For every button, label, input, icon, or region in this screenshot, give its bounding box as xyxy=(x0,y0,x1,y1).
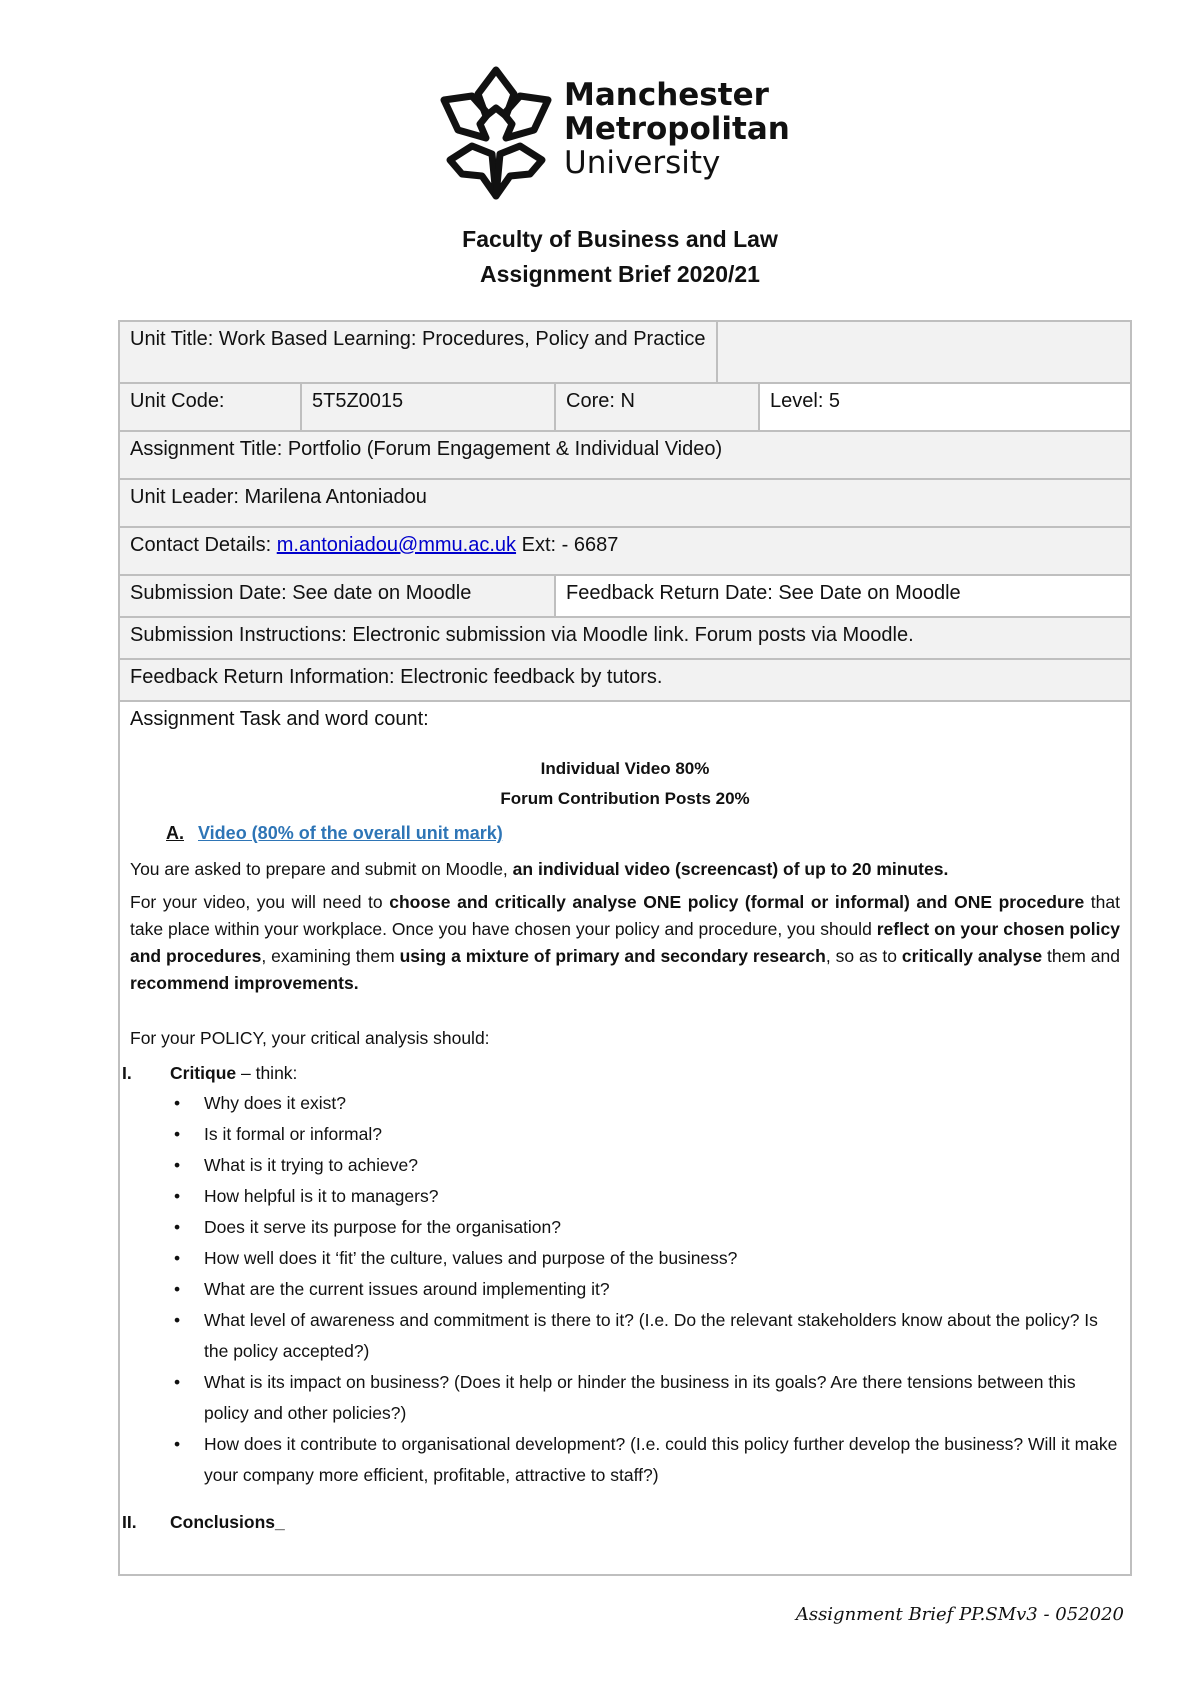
policy-intro: For your POLICY, your critical analysis should: xyxy=(130,1028,490,1048)
row-unit-code xyxy=(119,383,1131,431)
level-cell: Level: 5 xyxy=(759,383,1131,431)
conclusions-heading xyxy=(122,1507,1120,1537)
list-item: • How helpful is it to managers? xyxy=(174,1186,439,1206)
p1-text: You are asked to prepare and submit on Moodle, xyxy=(130,859,513,879)
list-item: • Is it formal or informal? xyxy=(174,1124,382,1144)
assignment-task-cell xyxy=(119,701,1131,1575)
row-unit-title xyxy=(119,321,1131,383)
section-a-letter: A. xyxy=(166,823,184,843)
contact-details-cell xyxy=(119,527,1131,575)
p2-a: For your video, you will need to xyxy=(130,892,390,912)
list-item: • How does it contribute to organisational development? (I.e. could this policy further develop the business? Will it make your company more efficient, profitable, attractive to staff?) xyxy=(174,1434,1118,1485)
conclusions-label: Conclusions_ xyxy=(170,1512,285,1532)
list-item: • What level of awareness and commitment is there to it? (I.e. Do the relevant stakeholders know about the policy? Is the policy accepted?) xyxy=(174,1310,1098,1361)
video-instructions-paragraph xyxy=(130,856,1120,883)
p2-c: that take place within your workplace. Once you have chosen your policy and procedure, you should xyxy=(130,892,1120,939)
section-a-title: Video (80% of the overall unit mark) xyxy=(198,823,503,843)
list-item: • Why does it exist? xyxy=(174,1093,346,1113)
critique-rest: – think: xyxy=(236,1063,298,1083)
p1-end: . xyxy=(943,859,949,879)
feedback-info-cell: Feedback Return Information: Electronic feedback by tutors. xyxy=(119,659,1131,701)
faculty-heading: Faculty of Business and Law xyxy=(462,226,778,252)
unit-title-cell: Unit Title: Work Based Learning: Procedures, Policy and Practice xyxy=(119,321,717,383)
p2-g: , so as to xyxy=(825,946,902,966)
p2-d: reflect on your chosen policy and procedures xyxy=(130,919,1120,966)
empty-cell xyxy=(717,321,1131,383)
p2-f: using a mixture of primary and secondary research xyxy=(399,946,826,966)
unit-leader-cell: Unit Leader: Marilena Antoniadou xyxy=(119,479,1131,527)
contact-email-link[interactable]: m.antoniadou@mmu.ac.uk xyxy=(276,534,517,556)
p2-b: choose and critically analyse ONE policy (formal or informal) and ONE procedure xyxy=(389,892,1085,912)
submission-date-cell: Submission Date: See date on Moodle xyxy=(119,575,555,617)
list-item: • How well does it ‘fit’ the culture, values and purpose of the business? xyxy=(174,1248,738,1268)
list-item: • What is it trying to achieve? xyxy=(174,1155,418,1175)
submission-instructions-cell: Submission Instructions: Electronic submission via Moodle link. Forum posts via Moodle. xyxy=(119,617,1131,659)
weight-forum: Forum Contribution Posts 20% xyxy=(500,789,750,808)
p2-h: critically analyse xyxy=(901,946,1043,966)
contact-label: Contact Details: xyxy=(130,534,277,556)
university-logo xyxy=(436,64,796,204)
critique-num: I. xyxy=(122,1063,132,1083)
critique-label: Critique xyxy=(170,1063,237,1083)
brief-heading: Assignment Brief 2020/21 xyxy=(480,261,760,287)
logo-line-university: University xyxy=(564,145,721,181)
critique-heading xyxy=(122,1058,1120,1088)
trefoil-logo-icon xyxy=(436,64,556,204)
p2-k: . xyxy=(353,973,359,993)
assignment-brief-table xyxy=(118,320,1132,1576)
p1-bold: an individual video (screencast) of up to 20 minutes xyxy=(512,859,944,879)
feedback-date-cell: Feedback Return Date: See Date on Moodle xyxy=(555,575,1131,617)
contact-ext: Ext: - 6687 xyxy=(516,534,619,556)
p2-i: them and xyxy=(1042,946,1120,966)
p2-e: , examining them xyxy=(261,946,400,966)
unit-code-value: 5T5Z0015 xyxy=(301,383,555,431)
unit-code-label: Unit Code: xyxy=(119,383,301,431)
assignment-title-cell: Assignment Title: Portfolio (Forum Engagement & Individual Video) xyxy=(119,431,1131,479)
core-cell: Core: N xyxy=(555,383,759,431)
list-item: • What is its impact on business? (Does it help or hinder the business in its goals? Are there tensions between this policy and other policies?) xyxy=(174,1372,1076,1423)
conclusions-num: II. xyxy=(122,1512,137,1532)
p2-j: recommend improvements xyxy=(130,973,354,993)
list-item: • What are the current issues around implementing it? xyxy=(174,1279,610,1299)
page-footer: Assignment Brief PP.SMv3 - 052020 xyxy=(795,1604,1124,1625)
logo-line-metropolitan: Metropolitan xyxy=(564,111,790,147)
weight-video: Individual Video 80% xyxy=(540,759,710,778)
list-item: • Does it serve its purpose for the organisation? xyxy=(174,1217,561,1237)
logo-line-manchester: Manchester xyxy=(564,77,769,113)
section-a-heading xyxy=(166,818,1120,848)
video-analysis-paragraph xyxy=(130,889,1120,997)
critique-list xyxy=(130,1088,1120,1491)
task-label: Assignment Task and word count: xyxy=(130,708,429,730)
